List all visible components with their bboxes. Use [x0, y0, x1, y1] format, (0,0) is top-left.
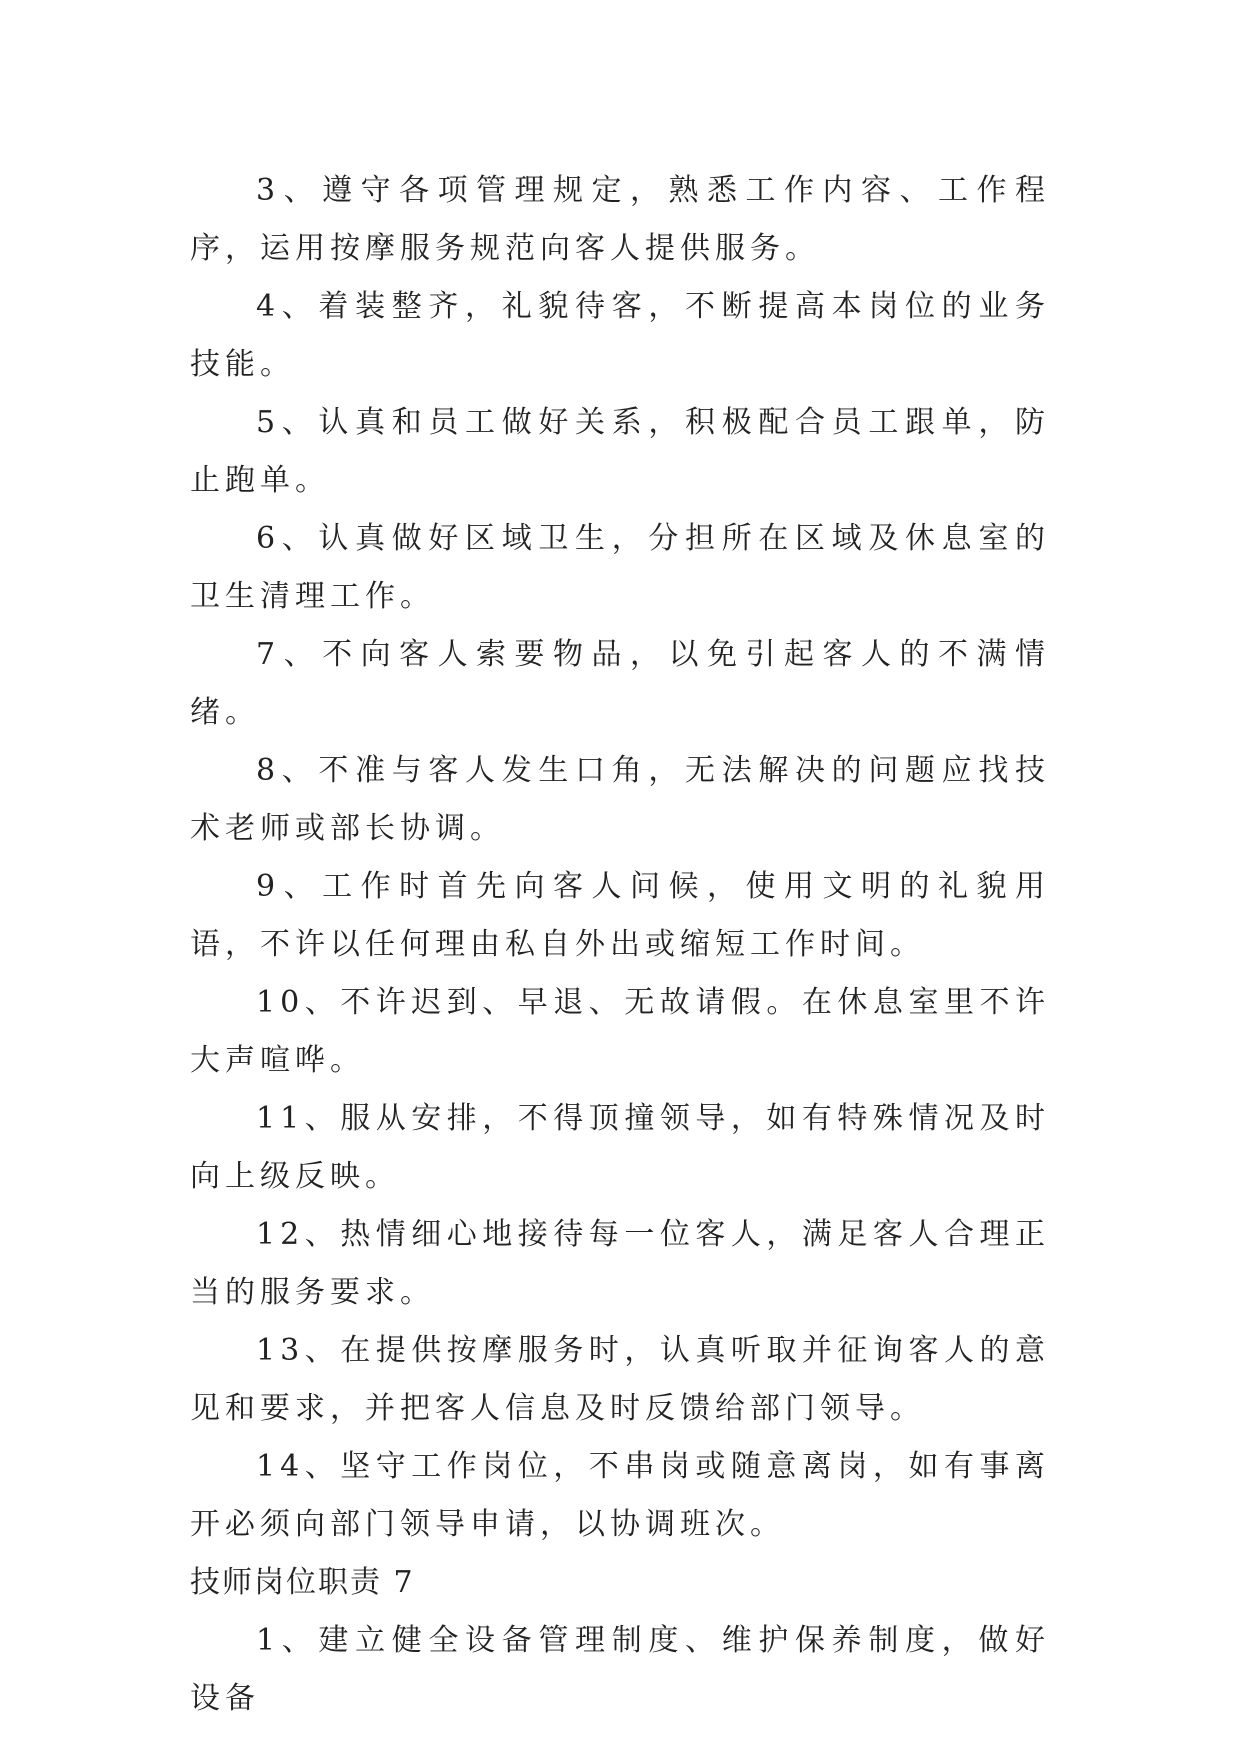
paragraph-item-4: 4、着装整齐，礼貌待客，不断提高本岗位的业务技能。 — [190, 289, 1050, 382]
paragraph-item-9: 9、工作时首先向客人问候，使用文明的礼貌用语，不许以任何理由私自外出或缩短工作时间。 — [190, 869, 1050, 962]
paragraph-item-13: 13、在提供按摩服务时，认真听取并征询客人的意见和要求，并把客人信息及时反馈给部门领导。 — [190, 1333, 1050, 1426]
paragraph-item-8: 8、不准与客人发生口角，无法解决的问题应找技术老师或部长协调。 — [190, 753, 1050, 846]
paragraph-item-11: 11、服从安排，不得顶撞领导，如有特殊情况及时向上级反映。 — [190, 1101, 1050, 1194]
section-paragraph-item-1: 1、建立健全设备管理制度、维护保养制度，做好设备 — [190, 1623, 1050, 1716]
document-body — [190, 162, 1050, 1728]
paragraph-item-10: 10、不许迟到、早退、无故请假。在休息室里不许大声喧哗。 — [190, 985, 1050, 1078]
paragraph-item-5: 5、认真和员工做好关系，积极配合员工跟单，防止跑单。 — [190, 405, 1050, 498]
paragraph-item-6: 6、认真做好区域卫生，分担所在区域及休息室的卫生清理工作。 — [190, 521, 1050, 614]
paragraph-item-7: 7、不向客人索要物品，以免引起客人的不满情绪。 — [190, 637, 1050, 730]
paragraph-item-12: 12、热情细心地接待每一位客人，满足客人合理正当的服务要求。 — [190, 1217, 1050, 1310]
section-heading: 技师岗位职责 7 — [190, 1565, 415, 1600]
paragraph-item-14: 14、坚守工作岗位，不串岗或随意离岗，如有事离开必须向部门领导申请，以协调班次。 — [190, 1449, 1050, 1542]
paragraph-item-3: 3、遵守各项管理规定，熟悉工作内容、工作程序，运用按摩服务规范向客人提供服务。 — [190, 173, 1050, 266]
